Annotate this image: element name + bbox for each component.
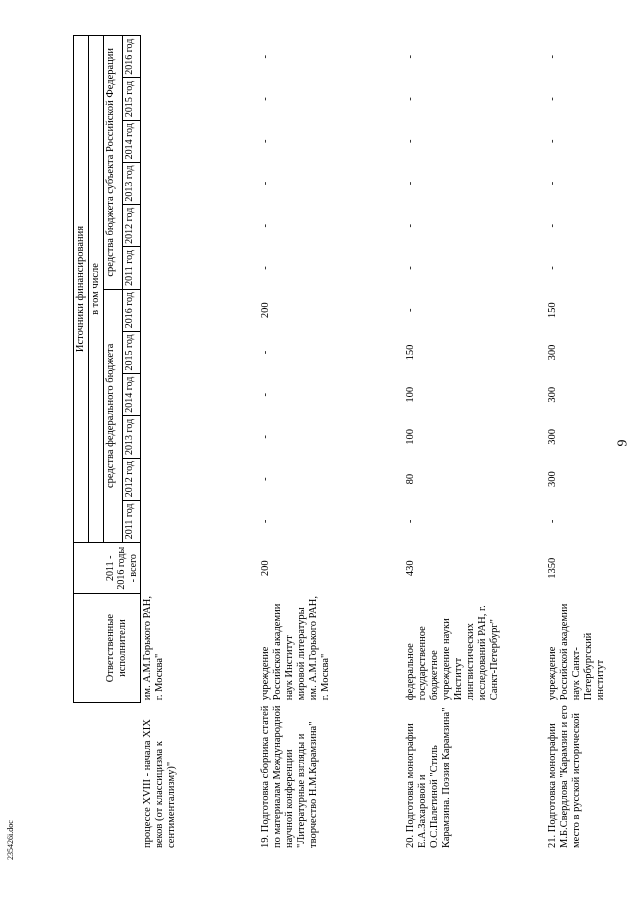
- year-header: 2014 год: [122, 374, 140, 416]
- table-row: [141, 36, 259, 851]
- year-header: 2012 год: [122, 205, 140, 247]
- table-body: [141, 36, 640, 851]
- year-header: 2013 год: [122, 162, 140, 204]
- total-years-header: 2011 - 2016 годы - всего: [104, 543, 141, 594]
- table-row: 21. Подготовка монографии М.Б.Свердлова "Карамзин и его место в русской исторической учреждение Российской академии наук Санкт-Петербургский институт 1350 - 300 300 300 300 150 - - - - - -: [546, 36, 640, 851]
- executor-cell: федеральное государственное бюджетное учреждение науки Институт лингвистических исследований РАН, г. Санкт-Петербург": [404, 605, 501, 701]
- sources-header: Источники финансирования: [74, 36, 89, 543]
- year-header: 2015 год: [122, 331, 140, 373]
- task-cell: 19. Подготовка сборника статей по материалам Международной научной конференции "Литературные взгляды и творчество Н.М.Карамзина": [259, 705, 319, 848]
- total-cell: 200: [259, 560, 271, 577]
- responsible-header: Ответственные исполнители: [104, 594, 141, 702]
- table-row: 19. Подготовка сборника статей по материалам Международной научной конференции "Литературные взгляды и творчество Н.М.Карамзина" учреждение Российской академии наук Институт мировой литературы им. А.М.Горького РАН, г. Москва" 200 - - - - - 200 - - - - - -: [259, 36, 404, 851]
- year-header: 2013 год: [122, 416, 140, 458]
- executor-cell: им. А.М.Горького РАН, г. Москва": [142, 596, 166, 701]
- federal-budget-header: средства федерального бюджета: [104, 289, 123, 542]
- year-header: 2016 год: [122, 289, 140, 331]
- executor-cell: учреждение Российской академии наук Санкт-Петербургский институт: [546, 603, 606, 701]
- year-header: 2011 год: [122, 500, 140, 542]
- total-cell: [141, 543, 259, 594]
- financing-table: [73, 35, 640, 850]
- year-header: 2016 год: [122, 36, 140, 78]
- year-header: 2014 год: [122, 120, 140, 162]
- page-number: 9: [615, 439, 631, 447]
- year-header: 2012 год: [122, 458, 140, 500]
- including-header: в том числе: [89, 36, 104, 543]
- year-header: 2015 год: [122, 78, 140, 120]
- regional-budget-header: средства бюджета субъекта Российской Федерации: [104, 36, 123, 290]
- task-cell: 21. Подготовка монографии М.Б.Свердлова "Карамзин и его место в русской исторической: [546, 705, 582, 848]
- task-cell: 20. Подготовка монографии Е.А.Захаровой и О.С.Палетиной "Стиль Карамзина. Поэзия Карамзина": [404, 707, 452, 848]
- table-row: 20. Подготовка монографии Е.А.Захаровой и О.С.Палетиной "Стиль Карамзина. Поэзия Карамзина" федеральное государственное бюджетное учреждение науки Институт лингвистических исследований РАН, г. Санкт-Петербург" 430 - 80 100 100 150 - - - - - - -: [404, 36, 546, 851]
- total-cell: 1350: [546, 557, 558, 579]
- executor-cell: учреждение Российской академии наук Институт мировой литературы им. А.М.Горького РАН, г. Москва": [259, 596, 331, 701]
- task-cell: процессе XVIII - начала XIX веков (от классицизма к сентиментализму)": [141, 719, 177, 848]
- year-header: 2011 год: [122, 247, 140, 289]
- rotated-page-content: [73, 35, 618, 850]
- total-cell: 430: [404, 560, 416, 577]
- document-filename: 235426i.doc: [6, 820, 15, 860]
